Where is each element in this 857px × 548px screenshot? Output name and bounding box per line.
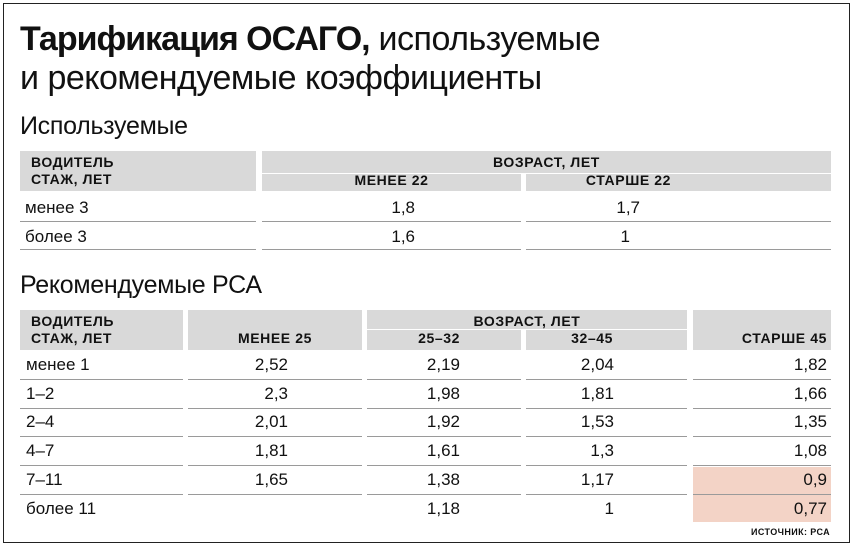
title-light-1: используемые	[369, 20, 601, 58]
recommended-heading: Рекомендуемые РСА	[20, 271, 262, 299]
used-row-line	[20, 221, 256, 222]
rec-row-5-label: 7–11	[26, 469, 63, 489]
used-row-2-v2: 1	[620, 227, 630, 246]
used-heading: Используемые	[20, 112, 188, 140]
rec-row-line	[367, 379, 521, 380]
rec-row-4-v2: 1,61	[426, 441, 460, 461]
rec-row-4-v4: 1,08	[793, 441, 827, 461]
rec-row-line	[526, 408, 687, 409]
used-row-2-label: более 3	[25, 227, 87, 246]
title-bold: Тарификация ОСАГО,	[20, 20, 370, 58]
rec-row-line	[693, 494, 831, 495]
used-header-age: ВОЗРАСТ, ЛЕТ	[493, 154, 600, 170]
rec-row-line	[188, 494, 362, 495]
used-row-1-label: менее 3	[25, 198, 89, 217]
used-row-line	[526, 249, 831, 250]
used-row-line	[526, 221, 831, 222]
rec-row-line	[20, 436, 183, 437]
rec-row-5-v3: 1,17	[580, 469, 614, 489]
rec-row-6-v4: 0,77	[793, 498, 827, 518]
rec-row-line	[367, 494, 521, 495]
rec-row-2-v2: 1,98	[426, 383, 460, 403]
rec-row-line	[526, 436, 687, 437]
rec-row-3-v1: 2,01	[254, 412, 288, 432]
rec-row-3-label: 2–4	[26, 412, 55, 432]
rec-header-col-4: СТАРШЕ 45	[741, 330, 827, 346]
rec-row-line	[188, 408, 362, 409]
used-row-1-v2: 1,7	[616, 198, 640, 217]
rec-row-2-label: 1–2	[26, 383, 55, 403]
rec-row-1-label: менее 1	[26, 355, 90, 374]
rec-row-line	[526, 494, 687, 495]
rec-row-6-label: более 11	[26, 498, 97, 518]
used-row-line	[262, 249, 521, 250]
rec-row-line	[693, 436, 831, 437]
rec-row-line	[526, 465, 687, 466]
rec-row-line	[20, 494, 183, 495]
rec-row-line	[20, 379, 183, 380]
rec-header-col-2: 25–32	[418, 330, 460, 346]
used-header-col-1: МЕНЕЕ 22	[354, 172, 429, 188]
source-note: ИСТОЧНИК: РСА	[751, 527, 831, 537]
rec-row-1-v1: 2,52	[254, 355, 288, 374]
rec-row-3-v3: 1,53	[580, 412, 614, 432]
title-light-2: и рекомендуемые коэффициенты	[20, 59, 542, 97]
rec-header-driver-2: СТАЖ, ЛЕТ	[31, 330, 113, 346]
used-header-driver-2: СТАЖ, ЛЕТ	[31, 171, 113, 187]
rec-row-2-v1: 2,3	[264, 383, 288, 403]
rec-row-line	[20, 465, 183, 466]
used-header-col-2: СТАРШЕ 22	[585, 172, 672, 188]
rec-row-line	[188, 465, 362, 466]
rec-row-3-v4: 1,35	[793, 412, 827, 432]
rec-row-line	[367, 465, 521, 466]
rec-row-line	[20, 408, 183, 409]
rec-row-6-v2: 1,18	[426, 498, 460, 518]
rec-header-age: ВОЗРАСТ, ЛЕТ	[473, 313, 581, 329]
rec-header-driver-1: ВОДИТЕЛЬ	[31, 313, 115, 329]
rec-row-4-label: 4–7	[26, 441, 55, 461]
rec-row-5-v2: 1,38	[426, 469, 460, 489]
rec-row-2-v3: 1,81	[580, 383, 614, 403]
rec-row-1-v2: 2,19	[426, 355, 460, 374]
rec-header-col-3: 32–45	[571, 330, 613, 346]
used-row-2-v1: 1,6	[391, 227, 415, 246]
rec-row-2-v4: 1,66	[793, 383, 827, 403]
rec-row-line	[693, 408, 831, 409]
used-row-1-v1: 1,8	[391, 198, 415, 217]
used-header-driver-1: ВОДИТЕЛЬ	[31, 154, 115, 170]
rec-row-line	[367, 408, 521, 409]
rec-row-line	[693, 379, 831, 380]
rec-row-line	[693, 465, 831, 466]
rec-row-line	[188, 436, 362, 437]
rec-row-4-v1: 1,81	[254, 441, 288, 461]
rec-row-line	[526, 379, 687, 380]
rec-row-line	[188, 379, 362, 380]
rec-row-5-v4: 0,9	[803, 469, 827, 489]
used-row-line	[20, 249, 256, 250]
rec-row-3-v2: 1,92	[426, 412, 460, 432]
rec-header-split	[367, 329, 687, 330]
rec-row-5-v1: 1,65	[254, 469, 288, 489]
page-title	[20, 20, 600, 98]
rec-row-1-v3: 2,04	[580, 355, 614, 374]
rec-row-4-v3: 1,3	[590, 441, 614, 461]
rec-row-1-v4: 1,82	[793, 355, 827, 374]
rec-row-line	[367, 436, 521, 437]
used-row-line	[262, 221, 521, 222]
rec-row-6-v3: 1	[604, 498, 614, 518]
rec-header-col-1: МЕНЕЕ 25	[237, 330, 312, 346]
